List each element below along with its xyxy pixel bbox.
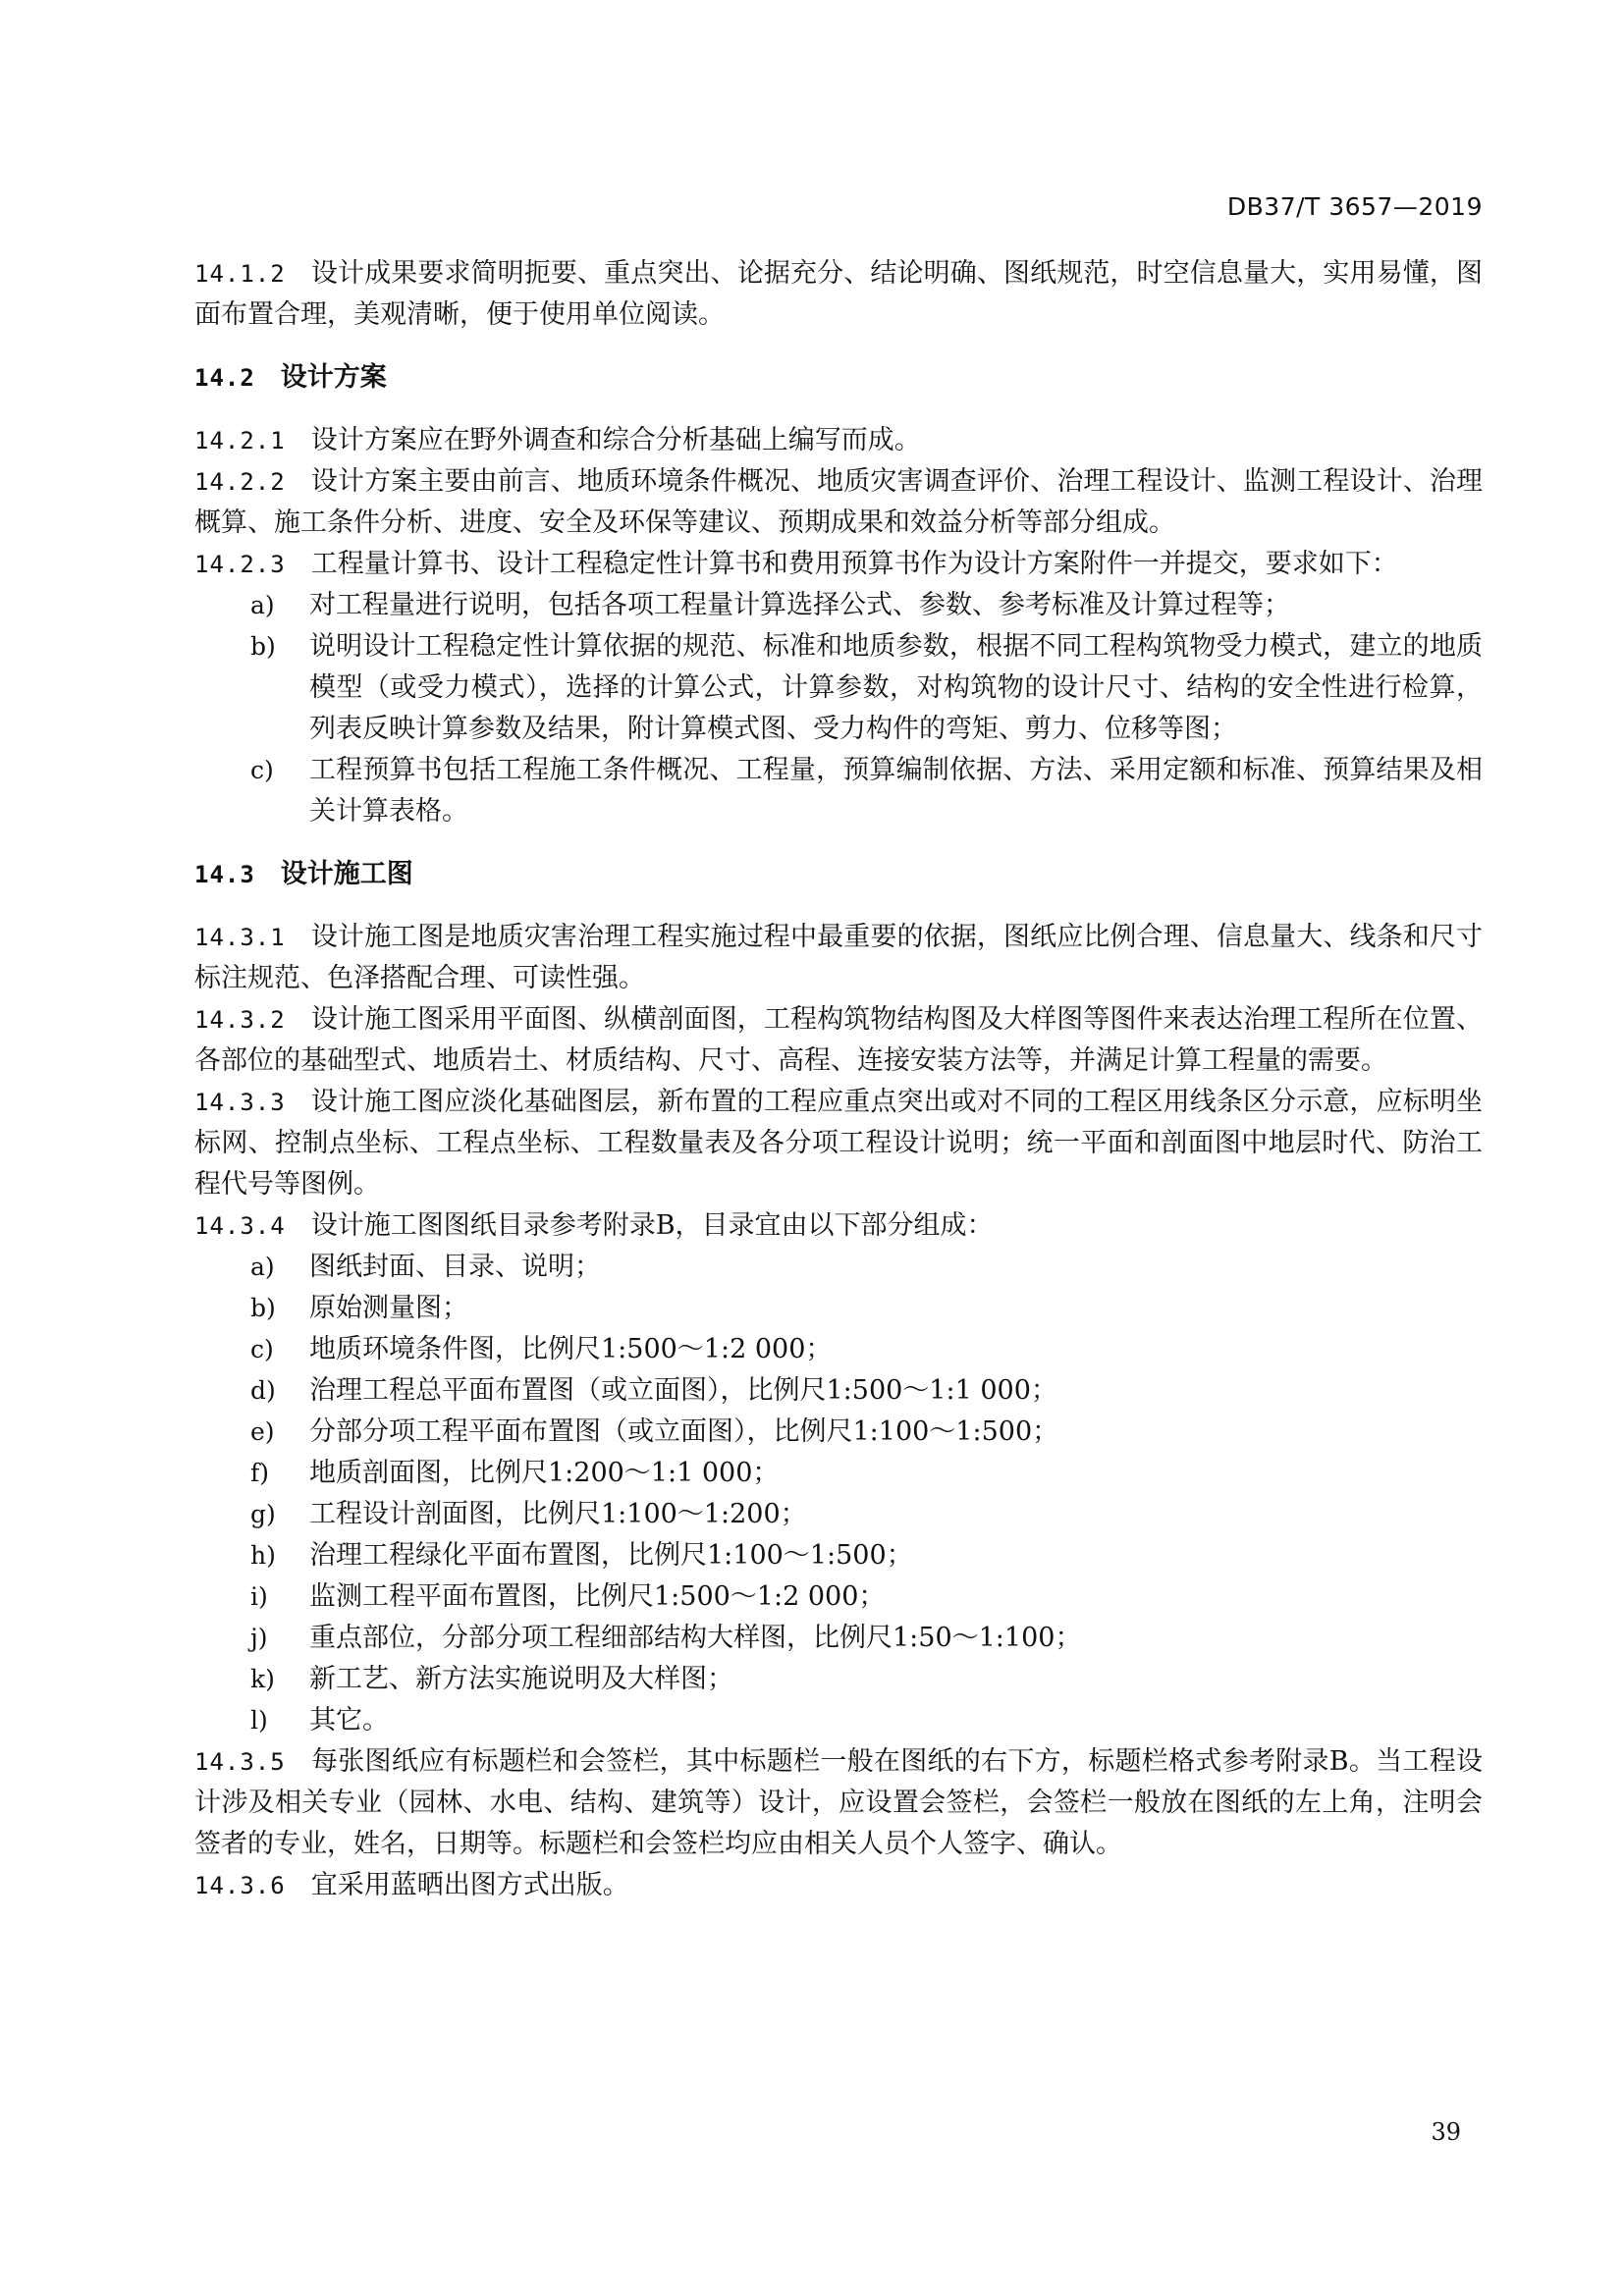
list-item-label: a) bbox=[250, 1253, 275, 1281]
list-item-label: c) bbox=[250, 756, 274, 784]
list-item bbox=[194, 1288, 1483, 1329]
list-item-text: 治理工程绿化平面布置图，比例尺1:100～1:500； bbox=[309, 1540, 913, 1571]
list-item-text: 工程设计剖面图，比例尺1:100～1:200； bbox=[309, 1499, 807, 1529]
clause-14-1-2 bbox=[194, 253, 1483, 336]
list-item-text: 监测工程平面布置图，比例尺1:500～1:2 000； bbox=[309, 1581, 886, 1612]
list-item-label: k) bbox=[250, 1665, 275, 1693]
clause-14-2-3 bbox=[194, 544, 1483, 585]
section-title: 设计施工图 bbox=[280, 859, 413, 889]
list-item bbox=[194, 1453, 1483, 1494]
list-item-label: d) bbox=[250, 1376, 276, 1405]
section-14-2-title bbox=[194, 357, 1483, 399]
clause-14-2-1 bbox=[194, 420, 1483, 461]
list-item bbox=[194, 626, 1483, 750]
clause-text: 设计施工图采用平面图、纵横剖面图，工程构筑物结构图及大样图等图件来表达治理工程所在位置、各部位的基础型式、地质岩土、材质结构、尺寸、高程、连接安装方法等，并满足计算工程量的需要。 bbox=[194, 1004, 1483, 1076]
clause-14-2-2 bbox=[194, 461, 1483, 544]
list-item bbox=[194, 1247, 1483, 1288]
clause-text: 工程量计算书、设计工程稳定性计算书和费用预算书作为设计方案附件一并提交，要求如下： bbox=[310, 549, 1398, 579]
list-item-label: j) bbox=[250, 1624, 268, 1652]
list-item bbox=[194, 1370, 1483, 1412]
clause-14-3-3 bbox=[194, 1082, 1483, 1205]
clause-14-2-3-list bbox=[194, 585, 1483, 832]
list-item bbox=[194, 1576, 1483, 1618]
clause-14-3-2 bbox=[194, 999, 1483, 1082]
list-item bbox=[194, 1535, 1483, 1576]
list-item-label: f) bbox=[250, 1459, 270, 1487]
clause-number: 14.2.3 bbox=[194, 551, 286, 578]
list-item bbox=[194, 1494, 1483, 1535]
clause-text: 宜采用蓝晒出图方式出版。 bbox=[310, 1870, 629, 1900]
list-item-text: 新工艺、新方法实施说明及大样图； bbox=[309, 1664, 733, 1694]
clause-14-3-4 bbox=[194, 1205, 1483, 1247]
clause-14-3-6 bbox=[194, 1865, 1483, 1906]
list-item bbox=[194, 585, 1483, 626]
clause-number: 14.3.1 bbox=[194, 924, 286, 951]
clause-number: 14.3.5 bbox=[194, 1748, 286, 1776]
clause-number: 14.3.4 bbox=[194, 1212, 286, 1240]
list-item-label: b) bbox=[250, 1294, 276, 1322]
clause-number: 14.2.2 bbox=[194, 468, 286, 496]
clause-text: 设计方案主要由前言、地质环境条件概况、地质灾害调查评价、治理工程设计、监测工程设计、治理概算、施工条件分析、进度、安全及环保等建议、预期成果和效益分析等部分组成。 bbox=[194, 466, 1483, 538]
clause-text: 设计施工图应淡化基础图层，新布置的工程应重点突出或对不同的工程区用线条区分示意，应标明坐标网、控制点坐标、工程点坐标、工程数量表及各分项工程设计说明；统一平面和剖面图中地层时代、防治工程代号等图例。 bbox=[194, 1087, 1483, 1200]
list-item-text: 地质剖面图，比例尺1:200～1:1 000； bbox=[309, 1458, 780, 1488]
list-item bbox=[194, 1659, 1483, 1700]
list-item bbox=[194, 1700, 1483, 1741]
clause-14-3-1 bbox=[194, 917, 1483, 999]
document-body bbox=[194, 253, 1483, 1906]
list-item-label: i) bbox=[250, 1582, 268, 1611]
section-14-3-title bbox=[194, 854, 1483, 895]
clause-text: 设计施工图图纸目录参考附录B，目录宜由以下部分组成： bbox=[310, 1210, 994, 1241]
clause-number: 14.3.3 bbox=[194, 1089, 286, 1116]
list-item-label: b) bbox=[250, 632, 276, 661]
list-item-text: 图纸封面、目录、说明； bbox=[309, 1252, 601, 1282]
clause-text: 设计施工图是地质灾害治理工程实施过程中最重要的依据，图纸应比例合理、信息量大、线条和尺寸标注规范、色泽搭配合理、可读性强。 bbox=[194, 922, 1483, 993]
list-item-text: 治理工程总平面布置图（或立面图），比例尺1:500～1:1 000； bbox=[309, 1375, 1057, 1406]
clause-14-3-4-list bbox=[194, 1247, 1483, 1741]
list-item-label: h) bbox=[250, 1541, 276, 1570]
list-item-label: e) bbox=[250, 1417, 275, 1446]
clause-number: 14.2.1 bbox=[194, 427, 286, 454]
list-item-text: 原始测量图； bbox=[309, 1293, 468, 1323]
clause-number: 14.1.2 bbox=[194, 260, 286, 288]
clause-text: 每张图纸应有标题栏和会签栏，其中标题栏一般在图纸的右下方，标题栏格式参考附录B。当工程设计涉及相关专业（园林、水电、结构、建筑等）设计，应设置会签栏，会签栏一般放在图纸的左上角，注明会签者的专业，姓名，日期等。标题栏和会签栏均应由相关人员个人签字、确认。 bbox=[194, 1746, 1483, 1859]
list-item bbox=[194, 1412, 1483, 1453]
list-item-text: 对工程量进行说明，包括各项工程量计算选择公式、参数、参考标准及计算过程等； bbox=[309, 590, 1290, 620]
clause-text: 设计成果要求简明扼要、重点突出、论据充分、结论明确、图纸规范，时空信息量大，实用易懂，图面布置合理，美观清晰，便于使用单位阅读。 bbox=[194, 258, 1483, 330]
list-item bbox=[194, 750, 1483, 832]
list-item bbox=[194, 1618, 1483, 1659]
section-number: 14.3 bbox=[194, 861, 255, 888]
standard-code-header: DB37/T 3657—2019 bbox=[1226, 192, 1483, 221]
clause-text: 设计方案应在野外调查和综合分析基础上编写而成。 bbox=[310, 425, 921, 455]
list-item-text: 说明设计工程稳定性计算依据的规范、标准和地质参数，根据不同工程构筑物受力模式，建立的地质模型（或受力模式），选择的计算公式，计算参数，对构筑物的设计尺寸、结构的安全性进行检算，列表反映计算参数及结果，附计算模式图、受力构件的弯矩、剪力、位移等图； bbox=[309, 631, 1483, 744]
clause-number: 14.3.6 bbox=[194, 1872, 286, 1899]
list-item-label: g) bbox=[250, 1500, 276, 1528]
page-number: 39 bbox=[1431, 2118, 1461, 2146]
list-item-text: 重点部位，分部分项工程细部结构大样图，比例尺1:50～1:100； bbox=[309, 1623, 1082, 1653]
clause-number: 14.3.2 bbox=[194, 1006, 286, 1034]
list-item-label: c) bbox=[250, 1335, 274, 1363]
section-title: 设计方案 bbox=[280, 362, 387, 393]
list-item-text: 分部分项工程平面布置图（或立面图），比例尺1:100～1:500； bbox=[309, 1416, 1059, 1447]
list-item-label: a) bbox=[250, 591, 275, 619]
clause-14-3-5 bbox=[194, 1741, 1483, 1865]
list-item-text: 地质环境条件图，比例尺1:500～1:2 000； bbox=[309, 1334, 833, 1364]
section-number: 14.2 bbox=[194, 364, 255, 392]
list-item bbox=[194, 1329, 1483, 1370]
list-item-label: l) bbox=[250, 1706, 268, 1735]
list-item-text: 其它。 bbox=[309, 1705, 389, 1735]
list-item-text: 工程预算书包括工程施工条件概况、工程量，预算编制依据、方法、采用定额和标准、预算结果及相关计算表格。 bbox=[309, 755, 1483, 827]
